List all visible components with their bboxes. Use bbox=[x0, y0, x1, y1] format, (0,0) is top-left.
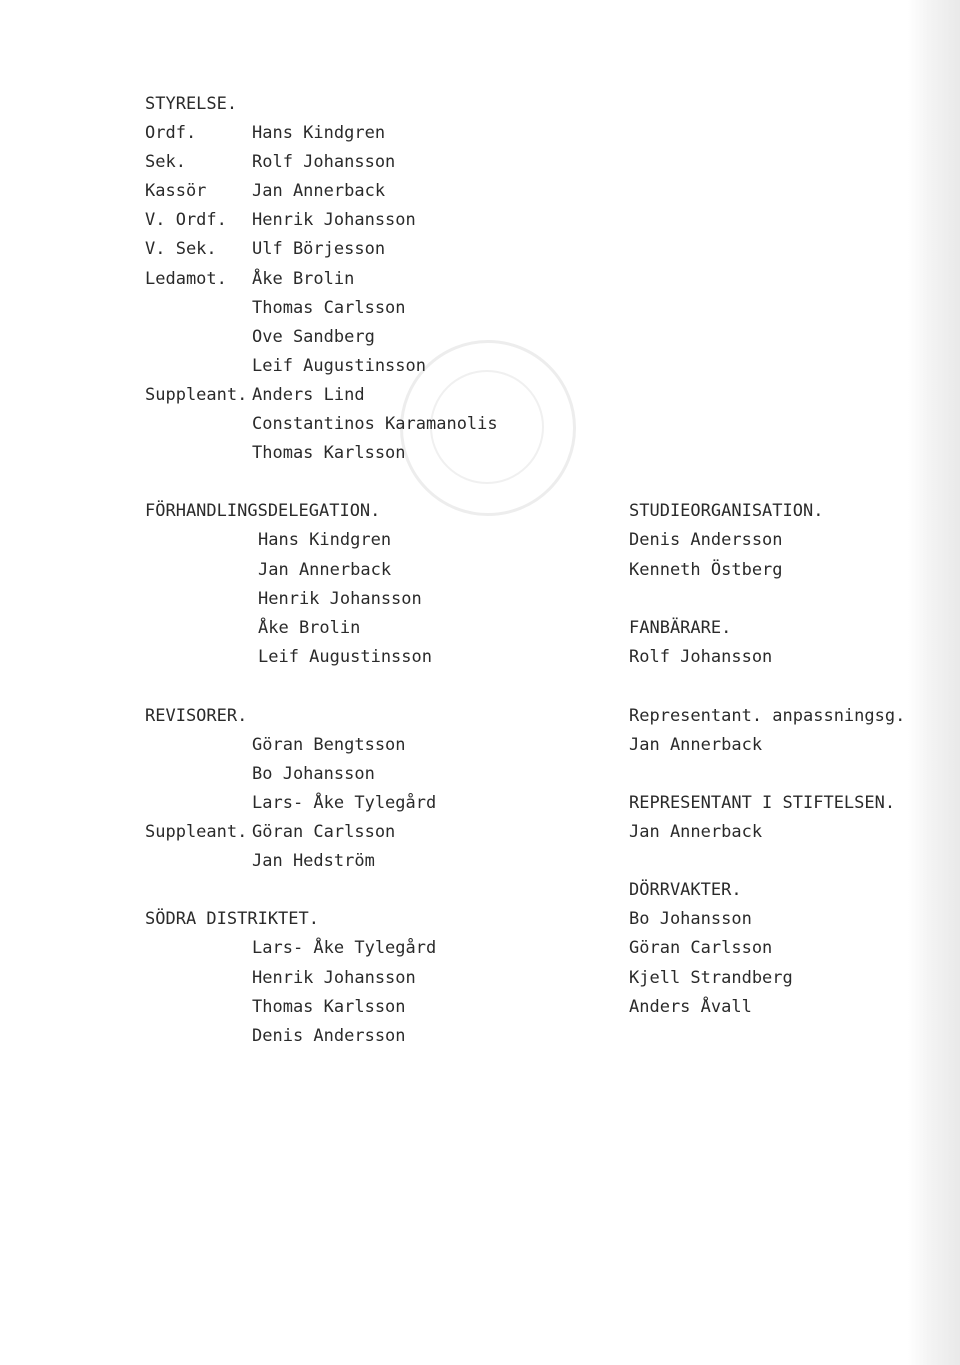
member-name: Kenneth Östberg bbox=[629, 560, 783, 580]
member-name: Bo Johansson bbox=[629, 909, 752, 929]
member-name: Henrik Johansson bbox=[252, 210, 416, 230]
role-label: Sek. bbox=[145, 152, 186, 172]
role-label: Suppleant. bbox=[145, 385, 248, 405]
member-name: Jan Hedström bbox=[252, 851, 375, 871]
section-heading: Representant. anpassningsg. bbox=[629, 706, 906, 726]
member-name: Hans Kindgren bbox=[258, 530, 392, 550]
member-name: Åke Brolin bbox=[258, 618, 361, 638]
section-heading: REPRESENTANT I STIFTELSEN. bbox=[629, 793, 896, 813]
member-name: Denis Andersson bbox=[629, 530, 783, 550]
member-name: Thomas Karlsson bbox=[252, 443, 406, 463]
member-name: Constantinos Karamanolis bbox=[252, 414, 498, 434]
member-name: Göran Carlsson bbox=[629, 938, 773, 958]
section-heading: REVISORER. bbox=[145, 706, 248, 726]
member-name: Denis Andersson bbox=[252, 1026, 406, 1046]
member-name: Bo Johansson bbox=[252, 764, 375, 784]
member-name: Jan Annerback bbox=[629, 822, 763, 842]
section-heading: DÖRRVAKTER. bbox=[629, 880, 742, 900]
role-label: V. Ordf. bbox=[145, 210, 227, 230]
member-name: Lars- Åke Tylegård bbox=[252, 938, 437, 958]
page-edge-shadow bbox=[908, 0, 960, 1365]
section-heading: FANBÄRARE. bbox=[629, 618, 732, 638]
member-name: Henrik Johansson bbox=[258, 589, 422, 609]
section-heading: STYRELSE. bbox=[145, 94, 238, 114]
member-name: Kjell Strandberg bbox=[629, 968, 793, 988]
member-name: Jan Annerback bbox=[252, 181, 386, 201]
role-label: V. Sek. bbox=[145, 239, 217, 259]
member-name: Rolf Johansson bbox=[252, 152, 396, 172]
member-name: Anders Lind bbox=[252, 385, 365, 405]
member-name: Jan Annerback bbox=[258, 560, 392, 580]
role-label: Ordf. bbox=[145, 123, 197, 143]
role-label: Ledamot. bbox=[145, 269, 227, 289]
member-name: Rolf Johansson bbox=[629, 647, 773, 667]
member-name: Göran Carlsson bbox=[252, 822, 396, 842]
section-heading: FÖRHANDLINGSDELEGATION. bbox=[145, 501, 381, 521]
section-heading: SÖDRA DISTRIKTET. bbox=[145, 909, 319, 929]
member-name: Leif Augustinsson bbox=[258, 647, 432, 667]
member-name: Jan Annerback bbox=[629, 735, 763, 755]
section-heading: STUDIEORGANISATION. bbox=[629, 501, 824, 521]
member-name: Ove Sandberg bbox=[252, 327, 375, 347]
member-name: Leif Augustinsson bbox=[252, 356, 426, 376]
role-label: Suppleant. bbox=[145, 822, 248, 842]
member-name: Ulf Börjesson bbox=[252, 239, 386, 259]
member-name: Henrik Johansson bbox=[252, 968, 416, 988]
member-name: Hans Kindgren bbox=[252, 123, 386, 143]
role-label: Kassör bbox=[145, 181, 207, 201]
member-name: Göran Bengtsson bbox=[252, 735, 406, 755]
member-name: Thomas Karlsson bbox=[252, 997, 406, 1017]
member-name: Anders Åvall bbox=[629, 997, 752, 1017]
member-name: Lars- Åke Tylegård bbox=[252, 793, 437, 813]
member-name: Thomas Carlsson bbox=[252, 298, 406, 318]
member-name: Åke Brolin bbox=[252, 269, 355, 289]
